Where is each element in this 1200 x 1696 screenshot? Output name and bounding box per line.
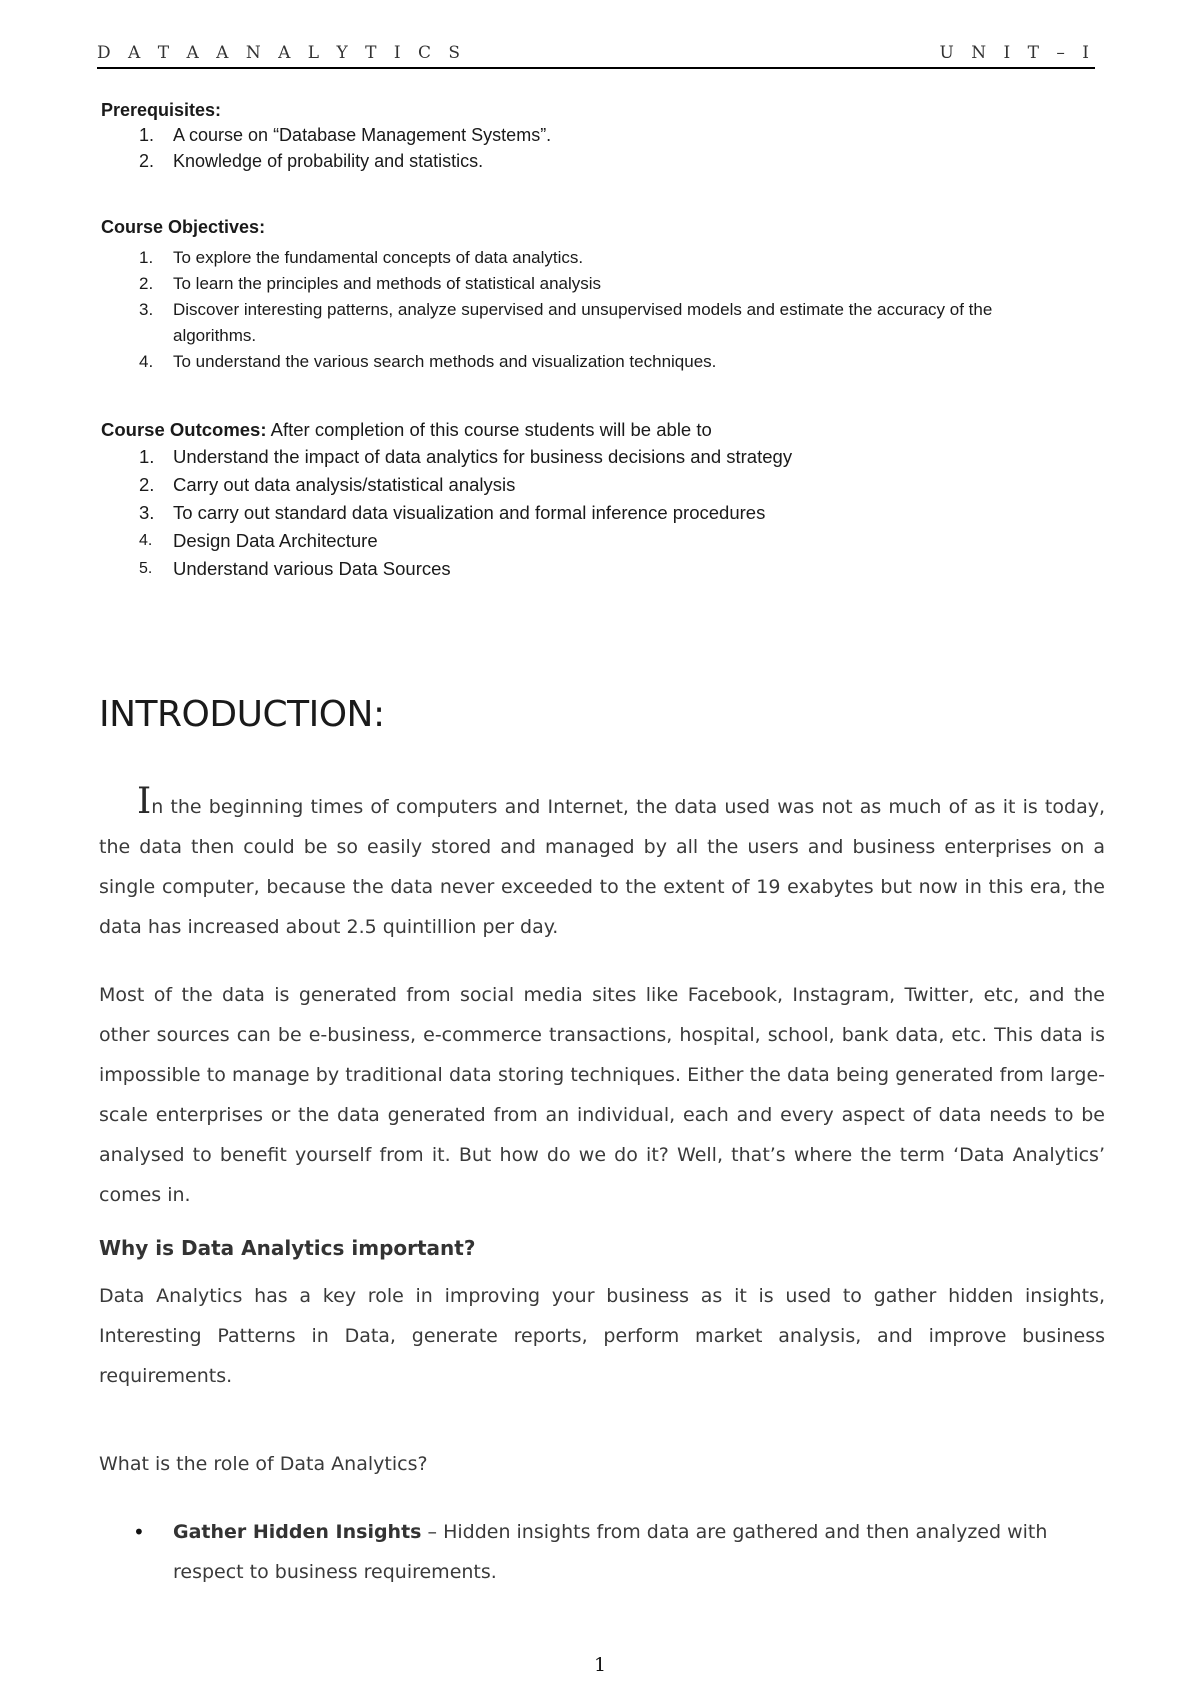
paragraph-text: n the beginning times of computers and Internet, the data used was not as much of as it is today, the data then could be so easily stored and managed by all the users and business enterprises on a single computer, because the data never exceeded to the extent of 19 exabytes but now in this era, the data has increased about 2.5 quintillion per day. <box>99 796 1105 938</box>
outcomes-intro: After completion of this course students will be able to <box>266 419 712 440</box>
list-item <box>101 122 551 148</box>
list-text: Understand the impact of data analytics for business decisions and strategy <box>173 446 793 467</box>
list-text: Knowledge of probability and statistics. <box>173 151 484 171</box>
list-text: Carry out data analysis/statistical analysis <box>173 474 516 495</box>
outcomes-section <box>101 417 792 583</box>
why-paragraph: Data Analytics has a key role in improving your business as it is used to gather hidden insights, Interesting Patterns in Data, generate reports, perform market analysis, and improve business requirements. <box>99 1285 1105 1387</box>
running-header <box>97 41 1095 69</box>
outcomes-heading <box>101 417 792 443</box>
outcomes-title: Course Outcomes: <box>101 419 267 440</box>
list-number: 5. <box>139 560 153 577</box>
list-text: To explore the fundamental concepts of data analytics. <box>173 248 584 267</box>
list-number: 4. <box>139 352 154 371</box>
list-item <box>101 349 992 375</box>
list-item <box>101 443 792 471</box>
objectives-section <box>101 215 992 375</box>
list-item <box>101 271 992 297</box>
list-item <box>101 245 992 271</box>
role-bullet-list <box>99 1512 1105 1592</box>
list-text: To carry out standard data visualization and formal inference procedures <box>173 502 766 523</box>
list-text: Discover interesting patterns, analyze supervised and unsupervised models and estimate the accuracy of the <box>173 300 993 319</box>
list-text: A course on “Database Management Systems”. <box>173 125 552 145</box>
header-unit: U N I T – I <box>939 43 1095 63</box>
list-number: 2. <box>139 474 155 495</box>
prerequisites-section <box>101 98 551 174</box>
role-question: What is the role of Data Analytics? <box>99 1453 428 1475</box>
page-number: 1 <box>593 1654 607 1676</box>
list-text: To learn the principles and methods of statistical analysis <box>173 274 602 293</box>
introduction-paragraph-1 <box>99 782 1105 947</box>
list-number: 3. <box>139 300 154 319</box>
list-number: 4. <box>139 532 153 549</box>
introduction-paragraph-2: Most of the data is generated from social media sites like Facebook, Instagram, Twitter, etc, and the other sources can be e-business, e-commerce transactions, hospital, school, bank data, etc. This data is impossible to manage by traditional data storing techniques. Either the data being generated from large-scale enterprises or the data generated from an individual, each and every aspect of data needs to be analysed to benefit yourself from it. But how do we do it? Well, that’s where the term ‘Data Analytics’ comes in. <box>99 984 1105 1206</box>
list-item <box>101 471 792 499</box>
list-item <box>101 527 792 555</box>
list-number: 1. <box>139 446 155 467</box>
list-text: To understand the various search methods and visualization techniques. <box>173 352 717 371</box>
list-item <box>101 148 551 174</box>
why-heading: Why is Data Analytics important? <box>99 1236 476 1260</box>
header-subject: D A T A A N A L Y T I C S <box>97 43 467 63</box>
list-text: Design Data Architecture <box>173 530 378 551</box>
list-number: 3. <box>139 502 155 523</box>
list-item <box>101 297 992 349</box>
list-item <box>99 1512 1105 1592</box>
introduction-title: INTRODUCTION: <box>99 694 385 735</box>
drop-cap: I <box>137 781 152 822</box>
list-item <box>101 499 792 527</box>
list-number: 1. <box>139 248 154 267</box>
list-number: 2. <box>139 274 154 293</box>
bullet-text: – Hidden insights from data are gathered and then analyzed with respect to business requirements. <box>173 1521 1048 1583</box>
list-number: 2. <box>139 151 155 171</box>
list-text-continuation: algorithms. <box>173 326 257 345</box>
list-number: 1. <box>139 125 155 145</box>
bullet-icon: • <box>133 1520 145 1544</box>
list-text: Understand various Data Sources <box>173 558 451 579</box>
objectives-title: Course Objectives: <box>101 217 266 237</box>
list-item <box>101 555 792 583</box>
prerequisites-title: Prerequisites: <box>101 100 222 120</box>
bullet-title: Gather Hidden Insights <box>173 1521 422 1543</box>
